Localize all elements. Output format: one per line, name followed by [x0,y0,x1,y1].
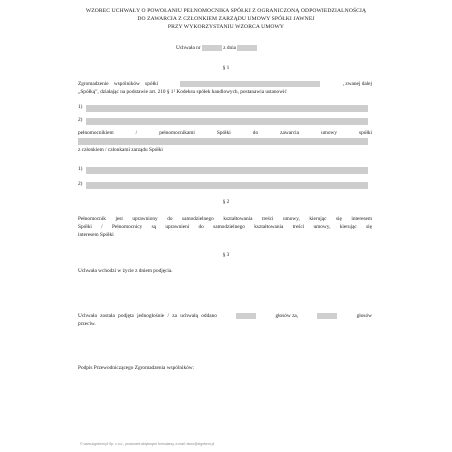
paragraph-2-line-2: Spółki / Pełnomocnicy są uprawnieni do samodzielnego kształtowania treści umowy, kierując się [78,224,372,231]
vote-text-1: Uchwała została podjęta jednogłośnie / za uchwałą oddano [78,313,217,319]
vote-text-2: głosów za, [275,313,299,319]
member-2-field[interactable] [86,182,368,189]
signature-label: Podpis Przewodniczącego Zgromadzenia wspólników: [78,365,195,371]
vote-paragraph [78,312,372,328]
title-line-2: DO ZAWARCIA Z CZŁONKIEM ZARZĄDU UMOWY SPÓŁKI JAWNEJ [137,16,315,23]
member-1-field[interactable] [86,167,368,174]
vote-line-2: przeciw. [78,321,96,328]
paragraph-1 [78,80,372,96]
section-2-heading: § 2 [222,199,230,205]
paragraph-1b-line-2: z członkiem / członkami zarządu Spółki [78,147,163,153]
resolution-date-field[interactable] [237,45,257,51]
section-1-heading: § 1 [222,65,230,71]
company-intro: Zgromadzenie wspólników spółki [78,81,159,87]
paragraph-1b [78,129,372,137]
paragraph-1-line-2: „Spółką”, działając na podstawie art. 210 § 1¹ Kodeksu spółek handlowych, postanawia ustanowić [78,89,287,96]
paragraph-2 [78,215,372,240]
list1-item-1-number: 1) [78,104,83,110]
resolution-number-field[interactable] [202,45,222,51]
votes-against-field[interactable] [317,313,337,319]
list2-item-2-number: 2) [78,181,83,187]
company-name-field[interactable] [180,81,320,87]
proxy-1-field[interactable] [86,105,368,112]
resolution-number-label: Uchwała nr [176,45,201,51]
resolution-header [176,44,257,53]
list2-item-1-number: 1) [78,166,83,172]
resolution-date-label: z dnia [223,45,237,51]
paragraph-2-line-1: Pełnomocnik jest uprawniony do samodzielnego kształtowania treści umowy, kierując się interesem [78,216,372,222]
paragraph-3: Uchwała wchodzi w życie z dniem podjęcia. [78,268,173,274]
company-intro-end: , zwanej dalej [342,81,372,87]
paragraph-2-line-3: interesem Spółki [78,232,114,239]
document-title [60,7,392,32]
footer-copyright: © www.signform.pl Sp. z o.o., producent aktywnych formularzy, e-mail: biuro@signform.pl [80,442,215,446]
votes-for-field[interactable] [236,313,256,319]
title-line-3: PRZY WYKORZYSTANIU WZORCA UMOWY [167,24,285,31]
proxy-2-field[interactable] [86,118,368,125]
paragraph-1b-line-1: pełnomocnikiem / pełnomocnikami Spółki do zawarcia umowy spółki [78,130,372,136]
vote-text-3: głosów [356,313,372,319]
spouse-member-field[interactable] [78,138,368,145]
section-3-heading: § 3 [222,252,230,258]
title-line-1: WZOREC UCHWAŁY O POWOŁANIU PEŁNOMOCNIKA SPÓŁKI Z OGRANICZONĄ ODPOWIEDZIALNOŚCIĄ [85,8,367,14]
list1-item-2-number: 2) [78,117,83,123]
